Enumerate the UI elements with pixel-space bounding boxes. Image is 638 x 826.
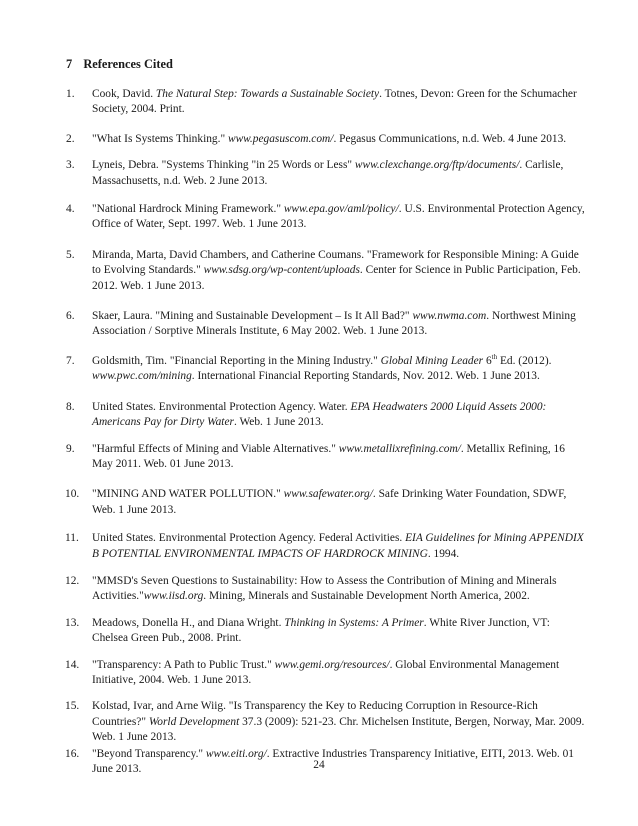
references-list (66, 87, 586, 777)
reference-number: 1. (66, 88, 75, 100)
reference-segment: . Global Environmental Management Initiative, 2004. Web. 1 June 2013. (92, 658, 560, 686)
reference-text (92, 443, 565, 470)
reference-number: 12. (65, 574, 80, 587)
reference-text (92, 488, 566, 515)
reference-number: 3. (66, 159, 75, 172)
reference-item (66, 400, 586, 431)
reference-item (66, 699, 586, 745)
reference-segment: "National Hardrock Mining Framework." (92, 203, 284, 216)
reference-segment: 6 (483, 354, 492, 367)
reference-item (66, 87, 586, 118)
reference-number: 13. (65, 616, 80, 629)
reference-segment: . Extractive Industries Transparency Initiative, EITI, 2013. Web. 01 June 2013. (92, 747, 574, 775)
reference-italic-segment: www.pegasuscom.com/ (227, 132, 334, 145)
reference-text (92, 355, 552, 382)
reference-text (92, 401, 546, 428)
reference-italic-segment: www.pwc.com/mining (92, 370, 192, 383)
reference-italic-segment: www.eiti.org/ (205, 747, 267, 760)
reference-segment: "Beyond Transparency." (92, 747, 206, 760)
reference-text (92, 700, 584, 743)
reference-segment: Miranda, Marta, David Chambers, and Catherine Coumans. "Framework for Responsible Mining: A Guide to Evolving Standards." (92, 248, 579, 277)
reference-segment: Kolstad, Ivar, and Arne Wiig. "Is Transparency the Key to Reducing Corruption in Resource-Rich Countries?" (92, 700, 538, 728)
page-number: 24 (313, 759, 325, 771)
reference-segment: "MINING AND WATER POLLUTION." (92, 488, 284, 501)
reference-item (66, 574, 586, 605)
reference-item (66, 487, 586, 518)
reference-number: 6. (66, 310, 75, 323)
reference-segment: United States. Environmental Protection Agency. Federal Activities. (92, 532, 406, 545)
reference-number: 9. (66, 442, 75, 455)
reference-text (92, 88, 577, 115)
reference-segment: . U.S. Environmental Protection Agency, Office of Water, Sept. 1997. Web. 1 June 2013. (92, 203, 585, 231)
reference-segment: "Transparency: A Path to Public Trust." (92, 658, 275, 671)
reference-number: 7. (66, 354, 75, 367)
reference-item (66, 354, 586, 385)
reference-segment: . International Financial Reporting Standards, Nov. 2012. Web. 1 June 2013. (191, 370, 540, 383)
reference-italic-segment: www.sdsg.org/wp-content/uploads (203, 264, 360, 277)
reference-segment: 37.3 (2009): 521-23. Chr. Michelsen Institute, Bergen, Norway, Mar. 2009. Web. 1 June 2013. (92, 715, 585, 744)
reference-number: 15. (65, 700, 80, 713)
reference-number: 16. (65, 747, 80, 760)
reference-number: 4. (66, 203, 75, 216)
reference-segment: Cook, David. (92, 88, 156, 100)
reference-item (66, 442, 586, 473)
reference-segment: Meadows, Donella H., and Diana Wright. (92, 616, 285, 629)
reference-segment: . Totnes, Devon: Green for the Schumacher Society, 2004. Print. (92, 88, 577, 116)
reference-segment: . Mining, Minerals and Sustainable Development North America, 2002. (203, 590, 530, 603)
reference-segment: . Metallix Refining, 16 May 2011. Web. 01 June 2013. (92, 442, 565, 470)
reference-item (66, 158, 586, 189)
reference-text (92, 617, 550, 644)
reference-italic-segment: www.gemi.org/resources/ (274, 658, 390, 671)
section-heading (66, 57, 173, 72)
reference-italic-segment: www.epa.gov/aml/policy/ (283, 203, 399, 216)
reference-text (92, 310, 576, 337)
reference-italic-segment: The Natural Step: Towards a Sustainable Society (155, 88, 380, 100)
reference-text (92, 159, 563, 186)
reference-italic-segment: www.nwma.com (412, 310, 487, 323)
reference-item (66, 658, 586, 689)
reference-italic-segment: www.metallixrefining.com/ (338, 442, 461, 455)
reference-item (66, 309, 586, 340)
reference-italic-segment: EPA Headwaters 2000 Liquid Assets 2000: Americans Pay for Dirty Water (92, 400, 547, 429)
reference-number: 10. (65, 488, 80, 501)
reference-segment: Ed. (2012). (497, 354, 552, 367)
reference-italic-segment: Global Mining Leader (380, 354, 484, 367)
reference-superscript: th (491, 353, 498, 362)
reference-italic-segment: www.clexchange.org/ftp/documents/ (354, 159, 520, 172)
reference-segment: . White River Junction, VT: Chelsea Green Pub., 2008. Print. (92, 616, 550, 645)
reference-number: 8. (66, 400, 75, 413)
reference-number: 2. (66, 132, 75, 145)
reference-segment: Skaer, Laura. "Mining and Sustainable Development – Is It All Bad?" (92, 310, 413, 323)
section-title: References Cited (83, 57, 173, 71)
reference-text (92, 133, 566, 145)
section-number: 7 (66, 57, 73, 71)
reference-italic-segment: World Development (148, 715, 240, 728)
reference-text (92, 659, 559, 686)
reference-text (92, 532, 584, 559)
reference-number: 11. (65, 532, 79, 545)
reference-segment: "Harmful Effects of Mining and Viable Alternatives." (92, 442, 339, 455)
reference-segment: Goldsmith, Tim. "Financial Reporting in the Mining Industry." (92, 354, 381, 367)
reference-segment: United States. Environmental Protection Agency. Water. (92, 400, 351, 413)
reference-segment: . Web. 1 June 2013. (233, 416, 324, 429)
reference-italic-segment: www.iisd.org (143, 590, 204, 603)
reference-segment: . Pegasus Communications, n.d. Web. 4 June 2013. (333, 132, 567, 145)
reference-item (66, 616, 586, 647)
reference-segment: Lyneis, Debra. "Systems Thinking "in 25 Words or Less" (92, 159, 355, 172)
reference-text (92, 203, 585, 230)
reference-segment: . Northwest Mining Association / Sorptive Minerals Institute, 6 May 2002. Web. 1 June 2013. (92, 310, 576, 338)
reference-segment: . Carlisle, Massachusetts, n.d. Web. 2 June 2013. (92, 159, 564, 187)
reference-text (92, 575, 557, 602)
reference-number: 5. (66, 248, 75, 261)
reference-item (66, 132, 586, 147)
reference-italic-segment: Thinking in Systems: A Primer (284, 616, 424, 629)
reference-text (92, 249, 581, 292)
reference-item (66, 531, 586, 562)
reference-item (66, 202, 586, 233)
reference-segment: . Center for Science in Public Participation, Feb. 2012. Web. 1 June 2013. (92, 264, 581, 292)
reference-segment: "What Is Systems Thinking." (92, 132, 228, 145)
reference-segment: "MMSD's Seven Questions to Sustainability: How to Assess the Contribution of Mining and Minerals Activities." (92, 574, 557, 603)
reference-item (66, 248, 586, 294)
reference-segment: . 1994. (427, 547, 460, 560)
reference-segment: . Safe Drinking Water Foundation, SDWF, Web. 1 June 2013. (92, 488, 567, 516)
reference-number: 14. (65, 658, 80, 671)
reference-italic-segment: EIA Guidelines for Mining APPENDIX B POTENTIAL ENVIRONMENTAL IMPACTS OF HARDROCK MINING (92, 532, 584, 560)
reference-italic-segment: www.safewater.org/ (283, 488, 373, 501)
